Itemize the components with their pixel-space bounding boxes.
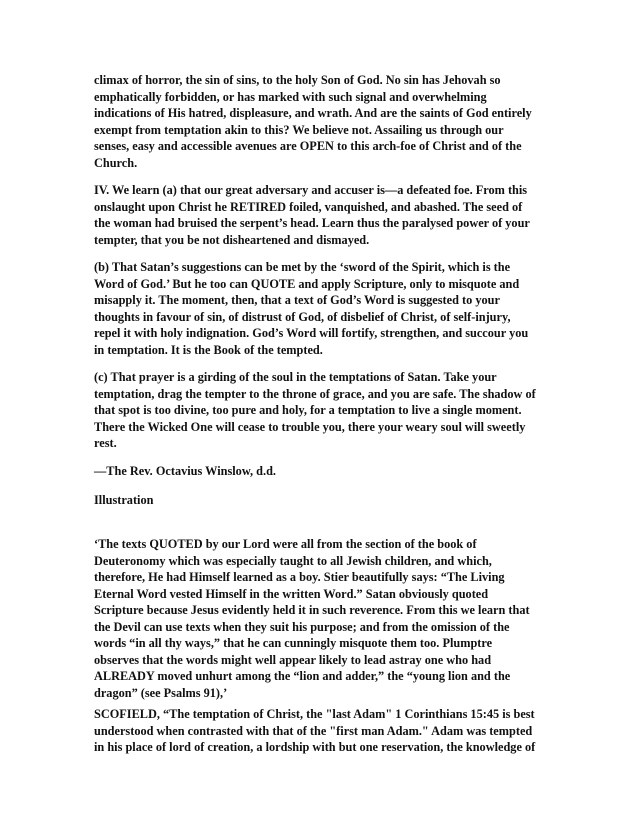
text-line: emphatically forbidden, or has marked with such signal and overwhelming (94, 89, 487, 104)
text-line: repel it with holy indignation. God’s Word will fortify, strengthen, and succour you (94, 326, 529, 340)
text-line: Word of God.’ But he too can QUOTE and apply Scripture, only to misquote and (94, 276, 520, 291)
text-line: understood when contrasted with that of the "first man Adam." Adam was tempted (94, 723, 533, 738)
attribution-winslow (94, 463, 554, 480)
text-line: ‘The texts QUOTED by our Lord were all from the section of the book of (94, 537, 477, 551)
text-line: (b) That Satan’s suggestions can be met by the ‘sword of the Spirit, which is the (94, 260, 511, 274)
text-line: ALREADY moved unhurt among the “lion and adder,” the “young lion and the (94, 669, 511, 683)
text-line: dragon” (see Psalms 91),’ (94, 685, 228, 700)
text-line: the Devil can use texts when they suit his purpose; and from the omission of the (94, 619, 510, 634)
paragraph-iv (94, 182, 554, 248)
text-line: There the Wicked One will cease to trouble you, there your weary soul will sweetly (94, 419, 526, 434)
text-line: temptation, drag the tempter to the throne of grace, and you are safe. The shadow of (94, 386, 536, 401)
paragraph-texts-quoted (94, 536, 554, 701)
text-line: exempt from temptation akin to this? We believe not. Assailing us through our (94, 122, 504, 137)
text-line: (c) That prayer is a girding of the soul in the temptations of Satan. Take your (94, 370, 497, 384)
text-line: in temptation. It is the Book of the tempted. (94, 342, 323, 357)
text-line: senses, easy and accessible avenues are OPEN to this arch-foe of Christ and of the (94, 139, 522, 153)
text-line: thoughts in favour of sin, of distrust of God, of disbelief of Christ, of self-injury, (94, 309, 511, 324)
attribution-text: —The Rev. Octavius Winslow, d.d. (94, 464, 276, 478)
text-line: misapply it. The moment, then, that a text of God’s Word is suggested to your (94, 293, 500, 307)
text-line: therefore, He had Himself learned as a boy. Stier beautifully says: “The Living (94, 570, 505, 584)
paragraph-b (94, 259, 554, 358)
text-line: in his place of lord of creation, a lordship with but one reservation, the knowledge of (94, 740, 536, 754)
text-line: observes that the words might well appear likely to lead astray one who had (94, 652, 492, 667)
text-line: rest. (94, 436, 117, 450)
text-line: climax of horror, the sin of sins, to the holy Son of God. No sin has Jehovah so (94, 73, 501, 87)
text-line: Eternal Word vested Himself in the written Word.” Satan obviously quoted (94, 586, 489, 601)
text-line: indications of His hatred, displeasure, and wrath. And are the saints of God entirely (94, 106, 532, 120)
text-line: SCOFIELD, “The temptation of Christ, the "last Adam" 1 Corinthians 15:45 is best (94, 707, 535, 721)
text-line: Scripture because Jesus evidently held it in such reverence. From this we learn that (94, 603, 530, 617)
paragraph-climax (94, 72, 554, 171)
section-heading: Illustration (94, 493, 154, 507)
text-line: Church. (94, 155, 138, 170)
text-line: that spot is too divine, too pure and holy, for a temptation to live a single moment. (94, 403, 522, 417)
heading-illustration (94, 492, 554, 509)
text-line: tempter, that you be not disheartened and dismayed. (94, 232, 370, 247)
text-line: onslaught upon Christ he RETIRED foiled, vanquished, and abashed. The seed of (94, 199, 523, 214)
text-line: the woman had bruised the serpent’s head. Learn thus the paralysed power of your (94, 216, 530, 230)
text-line: Deuteronomy which was especially taught to all Jewish children, and which, (94, 553, 492, 568)
paragraph-c (94, 369, 554, 452)
text-line: words “in all thy ways,” that he can cunningly misquote them too. Plumptre (94, 636, 493, 650)
paragraph-scofield (94, 706, 554, 756)
text-line: IV. We learn (a) that our great adversary and accuser is—a defeated foe. From this (94, 183, 528, 197)
